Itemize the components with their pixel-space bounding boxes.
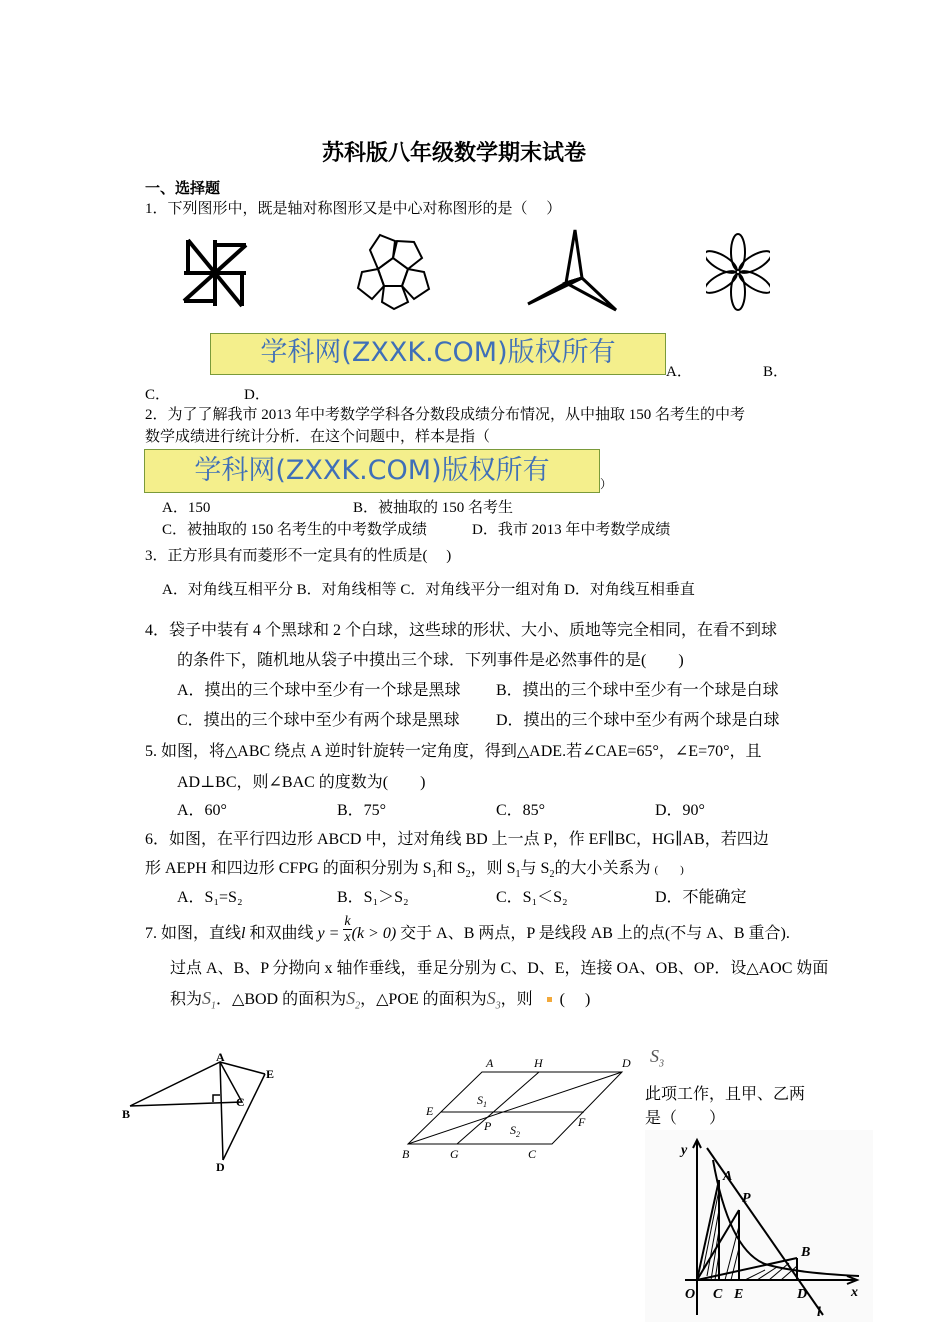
q2-option-b: B．被抽取的 150 名考生 <box>353 500 514 516</box>
label-F: F <box>578 1115 586 1129</box>
rotated-triangle-figure <box>120 1050 280 1175</box>
q5-option-d: D．90° <box>655 802 705 819</box>
q6-option-b: B．S₁＞S₂ <box>337 889 409 906</box>
label-A: A <box>723 1169 733 1184</box>
q4-line2: 的条件下，随机地从袋子中摸出三个球．下列事件是必然事件的是( ) <box>177 652 684 669</box>
label-y: y <box>681 1143 688 1158</box>
label-E: E <box>426 1104 434 1118</box>
q4-option-c: C．摸出的三个球中至少有两个球是黑球 <box>177 712 460 729</box>
q2-line2: 数学成绩进行统计分析．在这个问题中，样本是指（ <box>145 429 491 445</box>
q2-option-c: C．被抽取的 150 名考生的中考数学成绩 <box>162 522 428 538</box>
q6-option-d: D．不能确定 <box>655 889 747 906</box>
q1-option-d: D． <box>244 387 270 403</box>
label-H: H <box>534 1056 543 1070</box>
label-x: x <box>851 1285 858 1300</box>
section-heading: 一、选择题 <box>145 181 221 197</box>
label-C: C <box>713 1287 723 1302</box>
q7-line2: 过点 A、B、P 分拗向 x 轴作垂线，垂足分别为 C、D、E，连接 OA、OB、OP．设△AOC 妫面 <box>170 960 829 977</box>
page-title: 苏科版八年级数学期末试卷 <box>322 141 587 166</box>
label-P: P <box>484 1119 492 1133</box>
q2-option-a: A．150 <box>162 500 211 516</box>
three-blade-figure <box>524 226 620 314</box>
q4-line1: 4．袋子中装有 4 个黑球和 2 个白球，这些球的形状、大小、质地等完全相同，在看不到球 <box>145 622 778 639</box>
six-petal-flower-figure <box>706 230 770 314</box>
label-A: A <box>486 1056 494 1070</box>
q1-option-c: C． <box>145 387 171 403</box>
q1-option-a: A． <box>666 364 692 380</box>
label-D: D <box>216 1160 225 1174</box>
label-C: C <box>528 1147 537 1161</box>
label-E: E <box>266 1067 275 1081</box>
q6-option-a: A．S₁=S₂ <box>177 889 243 906</box>
label-D: D <box>622 1056 631 1070</box>
orange-dot-icon <box>547 997 552 1002</box>
q3-options: A．对角线互相平分 B．对角线相等 C．对角线平分一组对角 D．对角线互相垂直 <box>162 582 695 598</box>
label-C: C <box>236 1095 245 1109</box>
q4-option-b: B．摸出的三个球中至少有一个球是白球 <box>496 682 779 699</box>
label-O: O <box>685 1287 696 1302</box>
q7-line1: 7. 如图，直线l 和双曲线 y = $\frac{k}{x}$ (k > 0) 交于 A、B 两点，P 是线段 AB 上的点(不与 A、B 重合). <box>145 913 790 945</box>
label-B: B <box>801 1245 811 1260</box>
label-E: E <box>734 1287 744 1302</box>
q5-option-b: B．75° <box>337 802 387 819</box>
q5-option-a: A．60° <box>177 802 227 819</box>
q4-option-a: A．摸出的三个球中至少有一个球是黑球 <box>177 682 461 699</box>
label-A: A <box>216 1050 225 1064</box>
q5-option-c: C．85° <box>496 802 546 819</box>
side-text-line2: 是（ ） <box>645 1110 726 1127</box>
q7-line3: 积为$S_1$．△BOD 的面积为$S_2$，△POE 的面积为$S_3$，则 ( ) <box>170 988 591 1012</box>
q2-close-paren: ） <box>600 477 613 491</box>
label-B: B <box>122 1107 131 1121</box>
watermark-banner-2: 学科网(ZXXK.COM)版权所有 <box>144 449 600 493</box>
q6-option-c: C．S₁＜S₂ <box>496 889 568 906</box>
pentagon-flower-figure <box>352 228 434 312</box>
q1-stem: 1．下列图形中，既是轴对称图形又是中心对称图形的是（ ） <box>145 201 562 217</box>
q3-stem: 3．正方形具有而菱形不一定具有的性质是( ) <box>145 548 452 564</box>
label-G: G <box>450 1147 459 1161</box>
label-l: l <box>817 1305 821 1320</box>
q2-line1: 2．为了了解我市 2013 年中考数学学科各分数段成绩分布情况，从中抽取 150 名考生的中考 <box>145 407 746 423</box>
q5-line2: AD⊥BC，则∠BAC 的度数为( ) <box>177 774 426 791</box>
label-S2: $S_2$ <box>510 1123 520 1139</box>
side-text-line1: 此项工作，且甲、乙两 <box>645 1086 806 1103</box>
label-S1: $S_1$ <box>477 1093 487 1109</box>
label-P: P <box>742 1191 751 1206</box>
q4-option-d: D．摸出的三个球中至少有两个球是白球 <box>496 712 780 729</box>
q6-line1: 6．如图，在平行四边形 ABCD 中，过对角线 BD 上一点 P，作 EF∥BC，HG∥AB，若四边 <box>145 831 769 848</box>
label-B: B <box>402 1147 410 1161</box>
q1-option-b: B． <box>763 364 789 380</box>
parallelogram-figure <box>398 1052 638 1166</box>
hyperbola-figure <box>645 1130 873 1322</box>
q5-line1: 5. 如图，将△ABC 绕点 A 逆时针旋转一定角度，得到△ADE.若∠CAE=65°，∠E=70°，且 <box>145 743 762 760</box>
q6-line2: 形 AEPH 和四边形 CFPG 的面积分别为 $S_1$和 $S_2$，则 $S_1$与 $S_2$的大小关系为 ( ) <box>145 860 684 881</box>
side-s3: $S_3$ <box>650 1046 664 1070</box>
watermark-banner-1: 学科网(ZXXK.COM)版权所有 <box>210 333 666 375</box>
q2-option-d: D．我市 2013 年中考数学成绩 <box>472 522 671 538</box>
pinwheel-figure <box>180 235 250 311</box>
label-D: D <box>797 1287 808 1302</box>
